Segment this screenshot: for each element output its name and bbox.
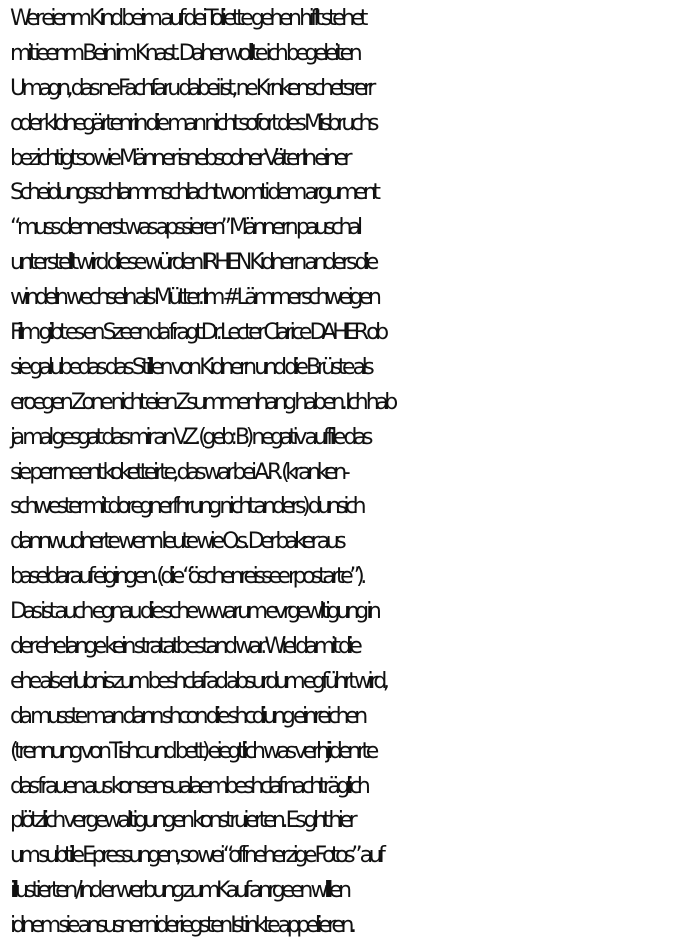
text-line: schwester mit doregnerfhrung nicht anders) dunsich: [10, 494, 363, 520]
text-line: plötzlich vergewaltigungen konstruierten. Es ght hier: [10, 808, 354, 834]
text-line: das frauen aus konsensualaembeshclaf nachträglich: [10, 773, 367, 799]
text-line: sie permeent koketteirte, das war bei A.R. (kranken-: [10, 459, 347, 485]
text-line: idnem sie ansusner nideriegsten Istinkte appelieren.: [10, 913, 353, 939]
text-line: illustierten /ind er werbung zumKauf anrgeen wlllen: [10, 878, 348, 904]
text-line: Umagn, das ne Fachfaru dabei ist, ne Krnkenschetsrerr: [10, 75, 372, 101]
text-line: “muss denn erst was apssieren” Männern pauschal: [10, 215, 359, 241]
text-line: der ehe lange kein stratatbestand war. Wiel damit die: [10, 634, 359, 660]
text-line: Film gibt es en Szeen da fragt Dr. Lecter Clarice DAHER ob: [10, 320, 385, 346]
text-line: um subtile Epressungen, so wei “offneherzige Fotos” auf: [10, 843, 382, 869]
text-line: bezichtigt so wie Männer isnebsodner Väter In einer: [10, 145, 349, 171]
text-line: mit ieenm Bein im Knast. Daher wollte ich begeleiten: [10, 40, 359, 66]
text-line: eroegen Zone nicht eien Zsummenhang haben. Ich hab: [10, 389, 394, 415]
text-line: oder kIdnegärtenrin die man nicht sofort des Misbruchs: [10, 110, 375, 136]
text-line: Wer eienm Kind beim auf dei Toliette gehen hiflt stehet: [10, 6, 364, 31]
text-line: windeln wechseln als Mütter. Im #Lämmerschweigen: [10, 285, 378, 311]
text-line: unterstellt wird diese würden IRHEN Kidnern anders die: [10, 250, 375, 276]
text-line: baseldarauf eigingen. (die “öschenreissee rpostarte”).: [10, 564, 363, 590]
text-line: da musste man dann shcon die shcdiung einreichen: [10, 703, 364, 729]
document-body: [10, 2, 682, 944]
text-line: Scheidungsschlammschlacht wo mti dem argument: [10, 180, 377, 206]
text-line: ehe als erlubnis zum beshclaf ad absurdum egführt wird,: [10, 668, 386, 694]
text-line: (trennung von Tishc und bett) eiegtlich was verhjidenrte: [10, 738, 375, 764]
text-line: ja mal gesgat das mir an V.Z. (geb: B) negativ auffile das: [10, 424, 370, 450]
text-line: Das ist auch egnau die sche wwarum evrgewltigung in: [10, 599, 378, 625]
text-line: sie galubedas das Stillen von Kidnern und die Brüste als: [10, 354, 371, 380]
text-line: dannwudnerte wenn leute wie O.s. Der baker aus: [10, 529, 343, 555]
